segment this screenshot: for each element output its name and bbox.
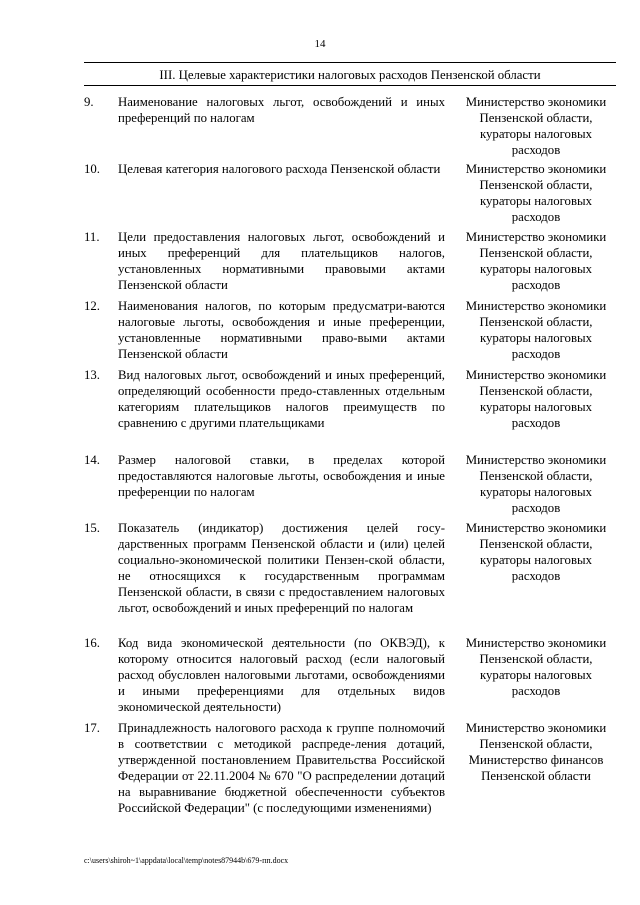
row-responsible: Министерство экономики Пензенской области, кураторы налоговых расходов xyxy=(465,230,607,292)
row-responsible: Министерство экономики Пензенской области, кураторы налоговых расходов xyxy=(465,636,607,698)
row-description: Размер налоговой ставки, в пределах которой предоставляются налоговые льготы, освобождения и иные преференции по налогам xyxy=(118,453,445,499)
row-description: Принадлежность налогового расхода к группе полномочий в соответствии с методикой распреде-ления дотаций, утвержденной постановлением Правительства Российской Федерации от 22.11.2004 № 670 "О распределении дотаций на выравнивание бюджетной обеспеченности субъектов Российской Федерации" (с последующими изменениями) xyxy=(118,721,445,815)
row-number: 14. xyxy=(84,453,100,467)
row-description: Наименования налогов, по которым предусматри-ваются налоговые льготы, освобождения и иные преференции, установленные нормативными право-выми актами Пензенской области xyxy=(118,299,445,361)
row-number: 15. xyxy=(84,521,100,535)
row-responsible: Министерство экономики Пензенской области, Министерство финансов Пензенской области xyxy=(465,721,607,783)
row-number: 10. xyxy=(84,162,100,176)
row-description: Целевая категория налогового расхода Пензенской области xyxy=(118,162,441,176)
row-number: 13. xyxy=(84,368,100,382)
row-number: 9. xyxy=(84,95,94,109)
row-description: Вид налоговых льгот, освобождений и иных преференций, определяющий особенности предо-ставленных отдельным категориям плательщиков налогов преимуществ по сравнению с другими плательщиками xyxy=(118,368,445,430)
row-responsible: Министерство экономики Пензенской области, кураторы налоговых расходов xyxy=(465,453,607,515)
table-top-rule xyxy=(84,62,616,63)
row-responsible: Министерство экономики Пензенской области, кураторы налоговых расходов xyxy=(465,95,607,157)
section-title: III. Целевые характеристики налоговых расходов Пензенской области xyxy=(159,68,541,82)
row-responsible: Министерство экономики Пензенской области, кураторы налоговых расходов xyxy=(465,368,607,430)
row-responsible: Министерство экономики Пензенской области, кураторы налоговых расходов xyxy=(465,162,607,224)
row-description: Наименование налоговых льгот, освобождений и иных преференций по налогам xyxy=(118,95,445,125)
row-description: Код вида экономической деятельности (по ОКВЭД), к которому относится налоговый расход (если налоговый расход обусловлен налоговыми льготами, освобождениями и иными преференциями для отдельных видов экономической деятельности) xyxy=(118,636,445,714)
table-header-rule xyxy=(84,85,616,86)
row-description: Цели предоставления налоговых льгот, освобождений и иных преференций для плательщиков налогов, установленных нормативными правовыми актами Пензенской области xyxy=(118,230,445,292)
page-number: 14 xyxy=(314,38,326,50)
row-number: 17. xyxy=(84,721,100,735)
row-number: 16. xyxy=(84,636,100,650)
row-number: 11. xyxy=(84,230,100,244)
row-description: Показатель (индикатор) достижения целей госу-дарственных программ Пензенской области и (или) целей социально-экономической политики Пензен-ской области, не относящихся к государственным программам Пензенской области, в связи с предоставлением налоговых льгот, освобождений и иных преференций по налогам xyxy=(118,521,445,615)
row-responsible: Министерство экономики Пензенской области, кураторы налоговых расходов xyxy=(465,521,607,583)
row-responsible: Министерство экономики Пензенской области, кураторы налоговых расходов xyxy=(465,299,607,361)
row-number: 12. xyxy=(84,299,100,313)
footer-file-path: c:\users\shiroh~1\appdata\local\temp\notes87944b\679-пп.docx xyxy=(84,856,289,865)
